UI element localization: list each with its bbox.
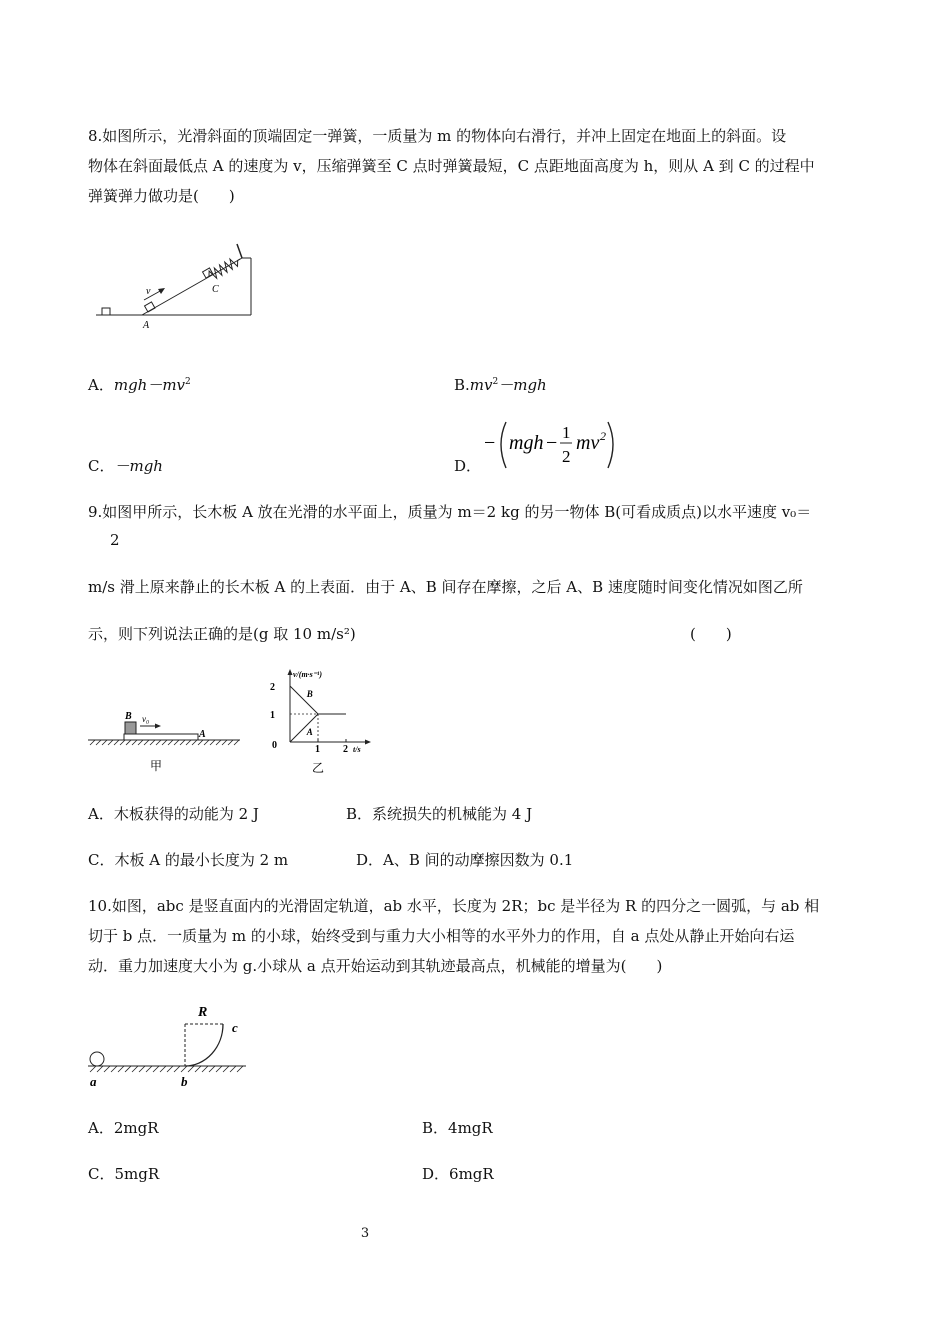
q9-answer-bracket: ( ) bbox=[690, 625, 732, 643]
x-tick-2: 2 bbox=[343, 744, 348, 755]
board-A bbox=[124, 734, 198, 740]
svg-text:mgh: mgh bbox=[509, 432, 544, 454]
svg-text:b: b bbox=[181, 1074, 188, 1089]
q9-text-line3: 示，则下列说法正确的是(g 取 10 m/s²) bbox=[88, 625, 356, 643]
ground-hatching bbox=[90, 1066, 243, 1072]
q10-option-c[interactable]: C．5mgR bbox=[88, 1165, 160, 1183]
q9-option-d[interactable]: D．A、B 间的动摩擦因数为 0.1 bbox=[356, 851, 574, 869]
svg-text:c: c bbox=[232, 1020, 238, 1035]
q8-incline-figure bbox=[96, 236, 256, 332]
svg-text:A: A bbox=[199, 729, 206, 740]
series-label-A: A bbox=[306, 727, 313, 737]
caption-yi: 乙 bbox=[312, 761, 325, 775]
q8-option-d[interactable]: D． bbox=[454, 457, 482, 475]
q9-option-c[interactable]: C．木板 A 的最小长度为 2 m bbox=[88, 851, 289, 869]
label-v: v bbox=[146, 286, 151, 297]
svg-text:a: a bbox=[90, 1074, 97, 1089]
x-axis-arrow bbox=[365, 740, 371, 745]
q8-option-a[interactable]: A．$mgh-mv^2$ bbox=[88, 376, 191, 394]
q9-text-line2: m/s 滑上原来静止的长木板 A 的上表面．由于 A、B 间存在摩擦，之后 A、B 速度随时间变化情况如图乙所 bbox=[88, 578, 803, 596]
ground-hatching bbox=[90, 740, 239, 745]
q10-option-d[interactable]: D．6mgR bbox=[422, 1165, 494, 1183]
x-tick-1: 1 bbox=[315, 744, 320, 755]
svg-text:−: − bbox=[484, 432, 496, 454]
q10-text-line3: 动．重力加速度大小为 g.小球从 a 点开始运动到其轨迹最高点，机械能的增量为( ) bbox=[88, 957, 663, 975]
series-label-B: B bbox=[306, 689, 313, 700]
y-axis-arrow bbox=[288, 669, 293, 675]
q8-text-line1: 8.如图所示，光滑斜面的顶端固定一弹簧，一质量为 m 的物体向右滑行，并冲上固定在地面上的斜面。设 bbox=[88, 127, 787, 145]
quarter-arc-bc bbox=[185, 1024, 223, 1066]
svg-text:1: 1 bbox=[562, 423, 571, 442]
q8-option-b[interactable]: $B.mv^2-mgh$ bbox=[454, 376, 547, 394]
q10-text-line2: 切于 b 点．一质量为 m 的小球，始终受到与重力大小相等的水平外力的作用，自 a 点处从静止开始向右运 bbox=[88, 927, 795, 945]
q9-option-b[interactable]: B．系统损失的机械能为 4 J bbox=[346, 805, 533, 823]
incline-surface bbox=[142, 258, 242, 315]
origin-label: 0 bbox=[272, 740, 277, 751]
label-A: A bbox=[143, 320, 150, 331]
q8-text-line2: 物体在斜面最低点 A 的速度为 v，压缩弹簧至 C 点时弹簧最短，C 点距地面高度为 h，则从 A 到 C 的过程中 bbox=[88, 157, 815, 175]
q9-text-line1: 9.如图甲所示，长木板 A 放在光滑的水平面上，质量为 m＝2 kg 的另一物体 B(可看成质点)以水平速度 v₀＝ bbox=[88, 503, 812, 521]
y-axis-label: v/(m·s⁻¹) bbox=[293, 670, 323, 679]
q9-vt-graph-yi bbox=[268, 668, 378, 776]
x-axis-label: t/s bbox=[353, 745, 361, 754]
svg-text:mv: mv bbox=[576, 432, 600, 454]
svg-text:v₀: v₀ bbox=[142, 714, 150, 724]
block-B bbox=[125, 722, 136, 734]
svg-text:2: 2 bbox=[562, 447, 571, 466]
svg-text:2: 2 bbox=[600, 429, 606, 443]
series-line-B bbox=[290, 686, 346, 714]
label-C: C bbox=[212, 284, 219, 295]
q8-option-c[interactable]: C．－mgh bbox=[88, 457, 163, 475]
q10-track-figure bbox=[88, 998, 252, 1090]
ball bbox=[90, 1052, 104, 1066]
q10-option-a[interactable]: A．2mgR bbox=[88, 1119, 159, 1137]
y-tick-1: 1 bbox=[270, 710, 275, 721]
svg-text:R: R bbox=[198, 1005, 208, 1020]
block-at-A bbox=[145, 302, 155, 312]
q9-option-a[interactable]: A．木板获得的动能为 2 J bbox=[88, 805, 259, 823]
y-tick-2: 2 bbox=[270, 682, 275, 693]
q10-option-b[interactable]: B．4mgR bbox=[422, 1119, 493, 1137]
svg-text:甲: 甲 bbox=[150, 759, 163, 773]
svg-text:−: − bbox=[546, 432, 558, 454]
q8-text-line3: 弹簧弹力做功是( ) bbox=[88, 187, 235, 205]
page-number: 3 bbox=[360, 1226, 370, 1241]
block-on-ground bbox=[102, 308, 110, 315]
q10-text-line1: 10.如图，abc 是竖直面内的光滑固定轨道，ab 水平，长度为 2R；bc 是半径为 R 的四分之一圆弧，与 ab 相 bbox=[88, 897, 820, 915]
q9-figure-jia bbox=[88, 706, 244, 776]
q9-text-line1b: 2 bbox=[110, 531, 120, 549]
q8-option-d-formula bbox=[484, 418, 624, 474]
svg-text:B: B bbox=[125, 711, 132, 722]
